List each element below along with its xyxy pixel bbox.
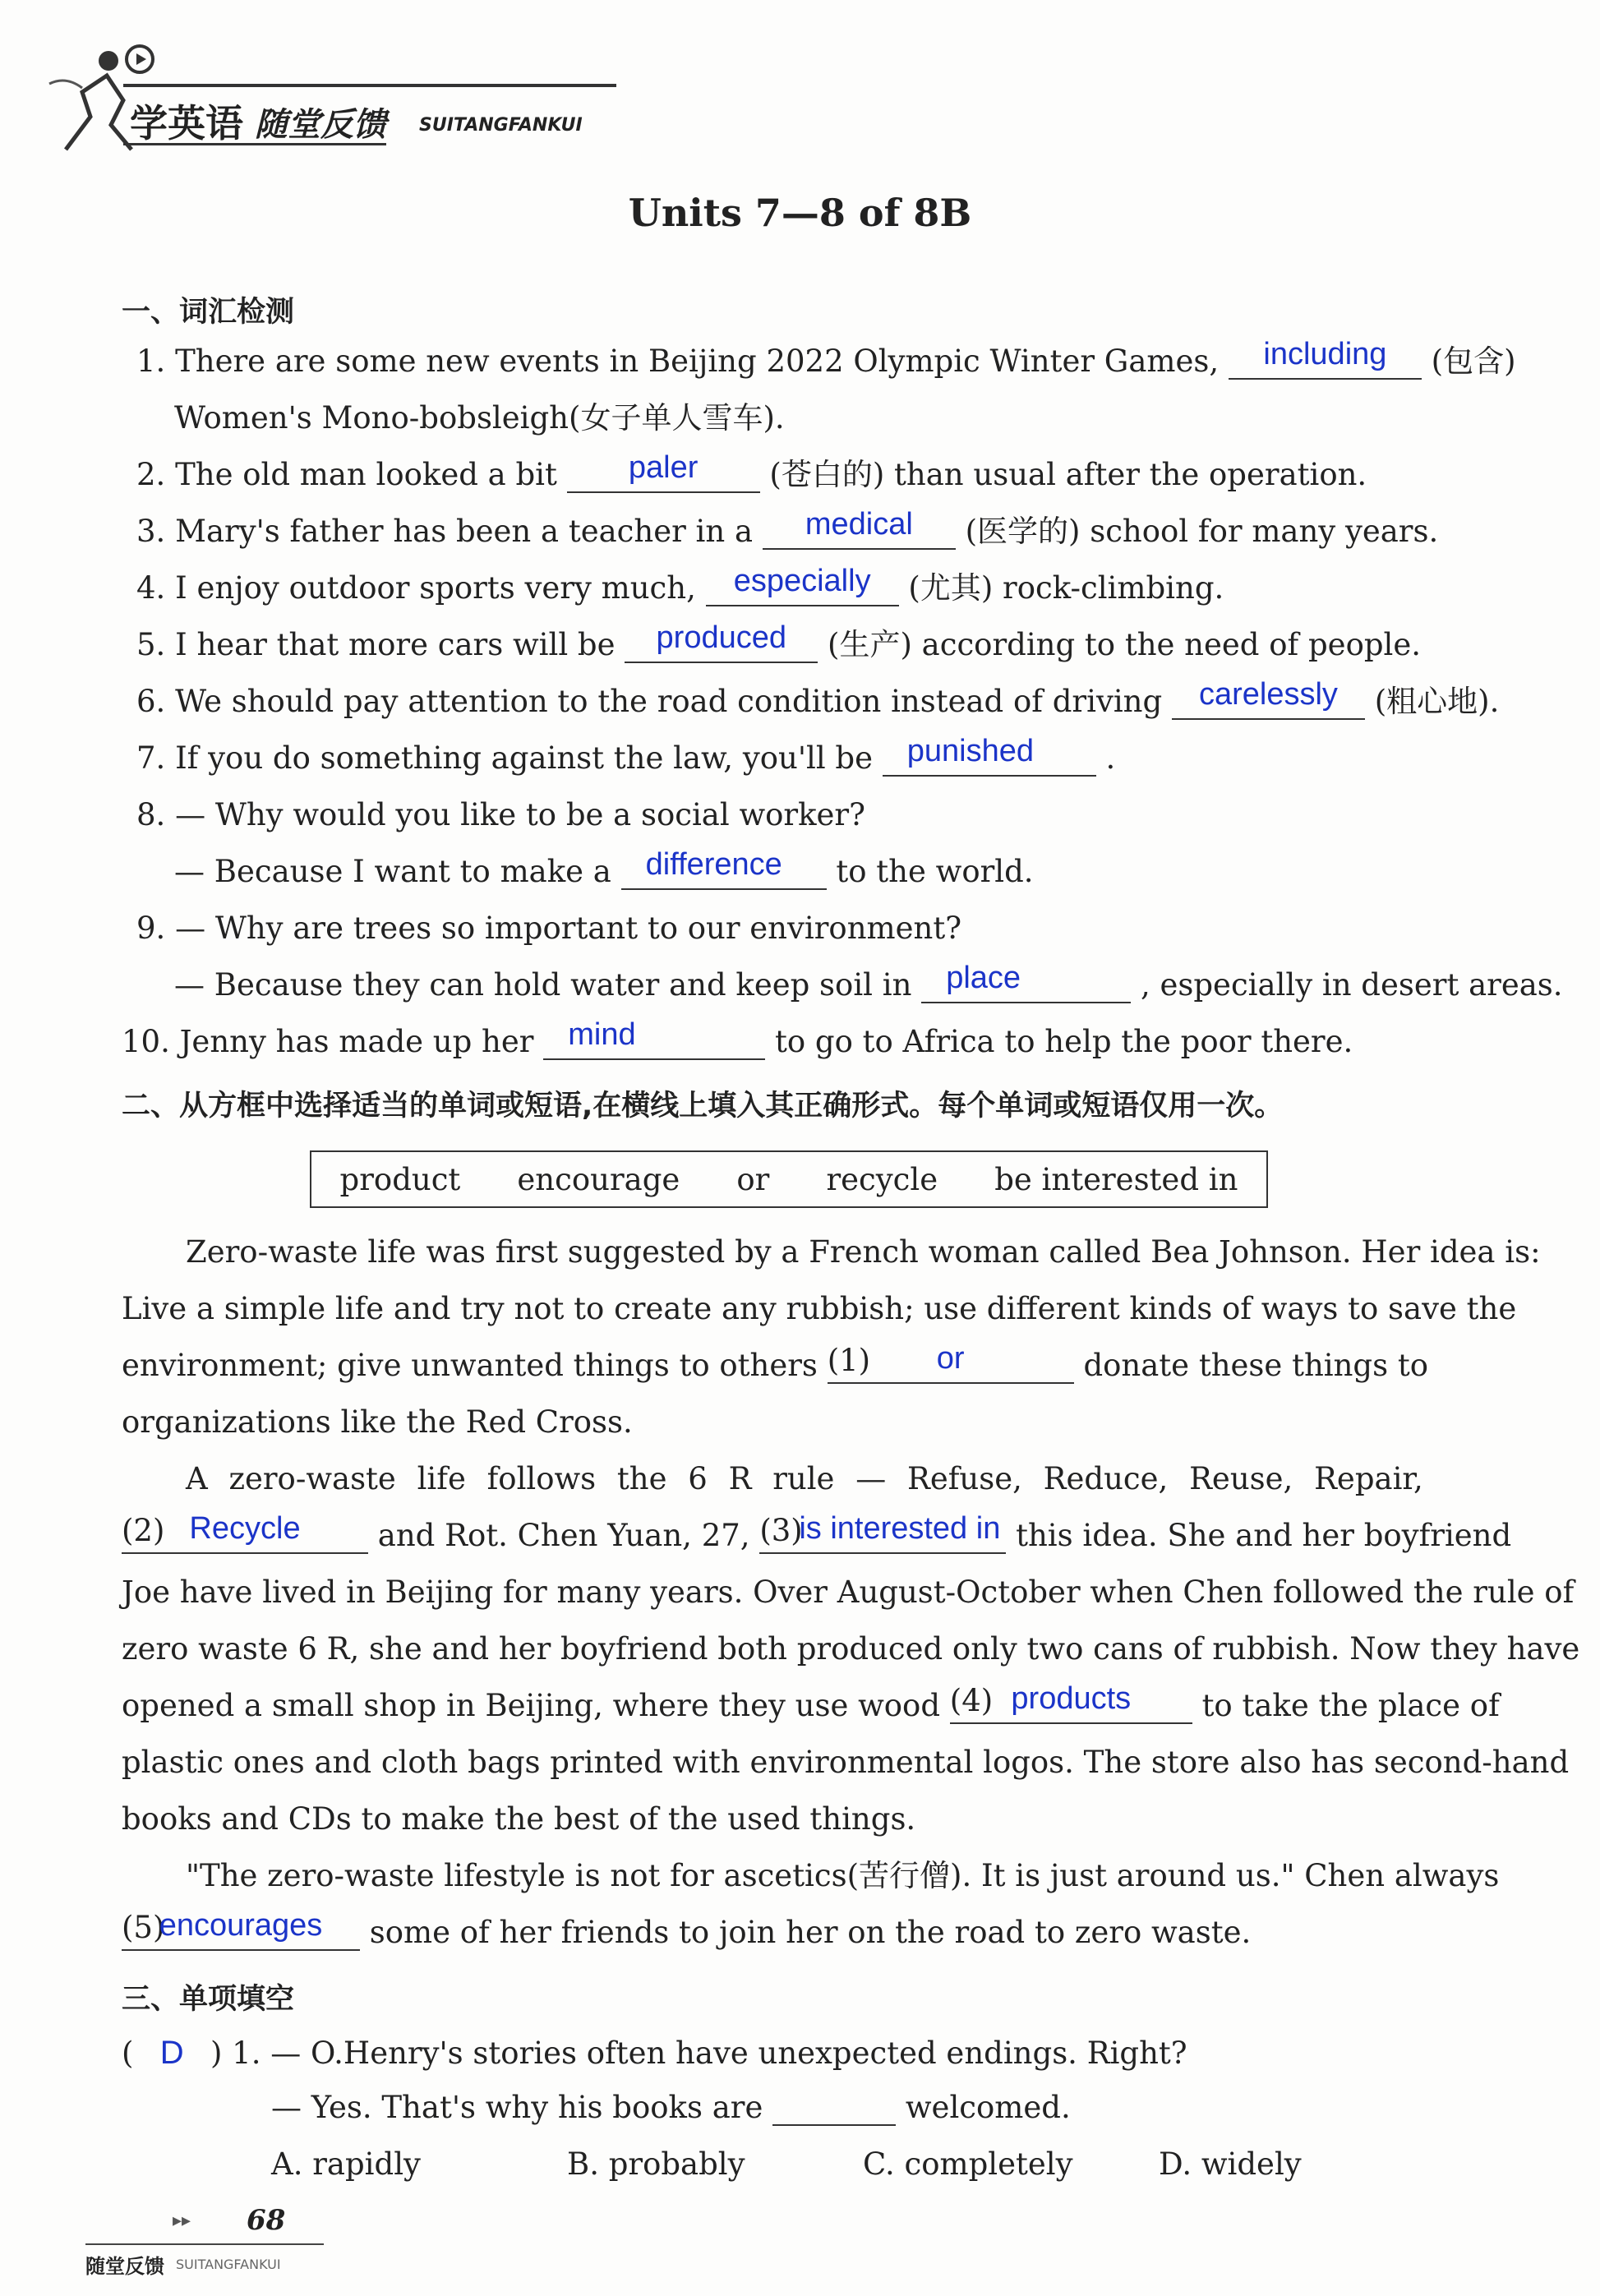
- q1-blank[interactable]: including: [1229, 347, 1422, 380]
- blank-5[interactable]: (5) encourages: [122, 1918, 360, 1951]
- page-title: Units 7—8 of 8B: [628, 191, 972, 235]
- q1-line: 1. There are some new events in Beijing 2022 Olympic Winter Games, including (包含): [136, 336, 1516, 379]
- p1-line2: Live a simple life and try not to create any rubbish; use different kinds of ways to save the: [122, 1291, 1517, 1326]
- logo-cn2: 随堂反馈: [255, 106, 386, 144]
- footer-rule: [85, 2243, 324, 2245]
- p1-line3: environment; give unwanted things to others (1) or donate these things to: [122, 1340, 1429, 1383]
- word-box: [310, 1150, 1268, 1208]
- blank-3[interactable]: (3) is interested in: [759, 1521, 1006, 1554]
- p2-line4: zero waste 6 R, she and her boyfriend both produced only two cans of rubbish. Now they have: [122, 1631, 1580, 1667]
- footer-brand: 随堂反馈: [85, 2255, 164, 2278]
- p2-line3: Joe have lived in Beijing for many years. Over August-October when Chen followed the rule of: [122, 1574, 1575, 1610]
- q2-blank[interactable]: paler: [567, 460, 760, 493]
- p3-line2: (5) encourages some of her friends to join her on the road to zero waste.: [122, 1907, 1252, 1950]
- q7-line: 7. If you do something against the law, you'll be punished .: [136, 733, 1116, 776]
- word-box-item: or: [736, 1161, 770, 1197]
- q6-line: 6. We should pay attention to the road condition instead of driving carelessly (粗心地).: [136, 676, 1500, 719]
- word-box-item: encourage: [517, 1161, 680, 1197]
- mc-q1-blank[interactable]: [772, 2093, 896, 2126]
- p1-line1: Zero-waste life was first suggested by a French woman called Bea Johnson. Her idea is:: [186, 1234, 1541, 1270]
- word-box-item: product: [339, 1161, 461, 1197]
- q8-blank[interactable]: difference: [621, 857, 827, 890]
- section3-heading: 三、单项填空: [122, 1983, 295, 2016]
- q8-line: 8. — Why would you like to be a social worker?: [136, 797, 865, 832]
- option-c[interactable]: C. completely: [863, 2146, 1073, 2182]
- logo-cn: 学英语: [130, 101, 243, 145]
- page-number: 68: [247, 2204, 286, 2237]
- q10-blank[interactable]: mind: [543, 1027, 765, 1060]
- q3-blank[interactable]: medical: [763, 517, 956, 550]
- p2-line5: opened a small shop in Beijing, where they use wood (4) products to take the place of: [122, 1681, 1500, 1723]
- option-a[interactable]: A. rapidly: [271, 2146, 421, 2182]
- section2-heading: 二、从方框中选择适当的单词或短语,在横线上填入其正确形式。每个单词或短语仅用一次。: [122, 1090, 1284, 1123]
- word-box-item: recycle: [826, 1161, 938, 1197]
- mc-q1-line: ( D ) 1. — O.Henry's stories often have unexpected endings. Right?: [122, 2035, 1187, 2071]
- page-arrow-icon: ▸▸: [173, 2211, 191, 2231]
- option-b[interactable]: B. probably: [567, 2146, 745, 2182]
- p2-line6: plastic ones and cloth bags printed with environmental logos. The store also has second-hand: [122, 1745, 1570, 1780]
- p2-line1: A zero-waste life follows the 6 R rule — Refuse, Reduce, Reuse, Repair,: [186, 1461, 1423, 1496]
- q4-line: 4. I enjoy outdoor sports very much, especially (尤其) rock-climbing.: [136, 563, 1224, 606]
- q10-line: 10. Jenny has made up her mind to go to Africa to help the poor there.: [122, 1017, 1353, 1059]
- word-box-item: be interested in: [994, 1161, 1238, 1197]
- p2-line7: books and CDs to make the best of the used things.: [122, 1801, 916, 1837]
- q3-line: 3. Mary's father has been a teacher in a medical (医学的) school for many years.: [136, 506, 1439, 549]
- p2-line2: (2) Recycle and Rot. Chen Yuan, 27, (3) is interested in this idea. She and her boyfriend: [122, 1510, 1512, 1553]
- blank-4[interactable]: (4) products: [950, 1691, 1192, 1724]
- q9-line2: — Because they can hold water and keep soil in place , especially in desert areas.: [174, 960, 1563, 1003]
- q5-blank[interactable]: produced: [625, 630, 818, 663]
- q1-line2: Women's Mono-bobsleigh(女子单人雪车).: [174, 400, 785, 436]
- p1-line4: organizations like the Red Cross.: [122, 1404, 633, 1440]
- logo-en: SUITANGFANKUI: [419, 115, 583, 136]
- q7-blank[interactable]: punished: [883, 744, 1096, 777]
- option-d[interactable]: D. widely: [1159, 2146, 1302, 2182]
- q9-blank[interactable]: place: [921, 970, 1131, 1003]
- q6-blank[interactable]: carelessly: [1172, 687, 1365, 720]
- q9-line: 9. — Why are trees so important to our environment?: [136, 911, 962, 946]
- mc-q1-line2: — Yes. That's why his books are welcomed.: [271, 2090, 1071, 2125]
- section1-heading: 一、词汇检测: [122, 296, 295, 329]
- blank-1[interactable]: (1) or: [828, 1351, 1074, 1384]
- q4-blank[interactable]: especially: [706, 574, 899, 606]
- mc-q1-answer[interactable]: D: [159, 2035, 184, 2071]
- q2-line: 2. The old man looked a bit paler (苍白的) than usual after the operation.: [136, 450, 1367, 492]
- footer-brand-en: SUITANGFANKUI: [176, 2257, 281, 2272]
- q5-line: 5. I hear that more cars will be produced (生产) according to the need of people.: [136, 620, 1422, 662]
- blank-2[interactable]: (2) Recycle: [122, 1521, 368, 1554]
- header-logo: [33, 26, 625, 158]
- p3-line1: "The zero-waste lifestyle is not for ascetics(苦行僧). It is just around us." Chen always: [186, 1858, 1500, 1893]
- q8-line2: — Because I want to make a difference to the world.: [174, 846, 1034, 889]
